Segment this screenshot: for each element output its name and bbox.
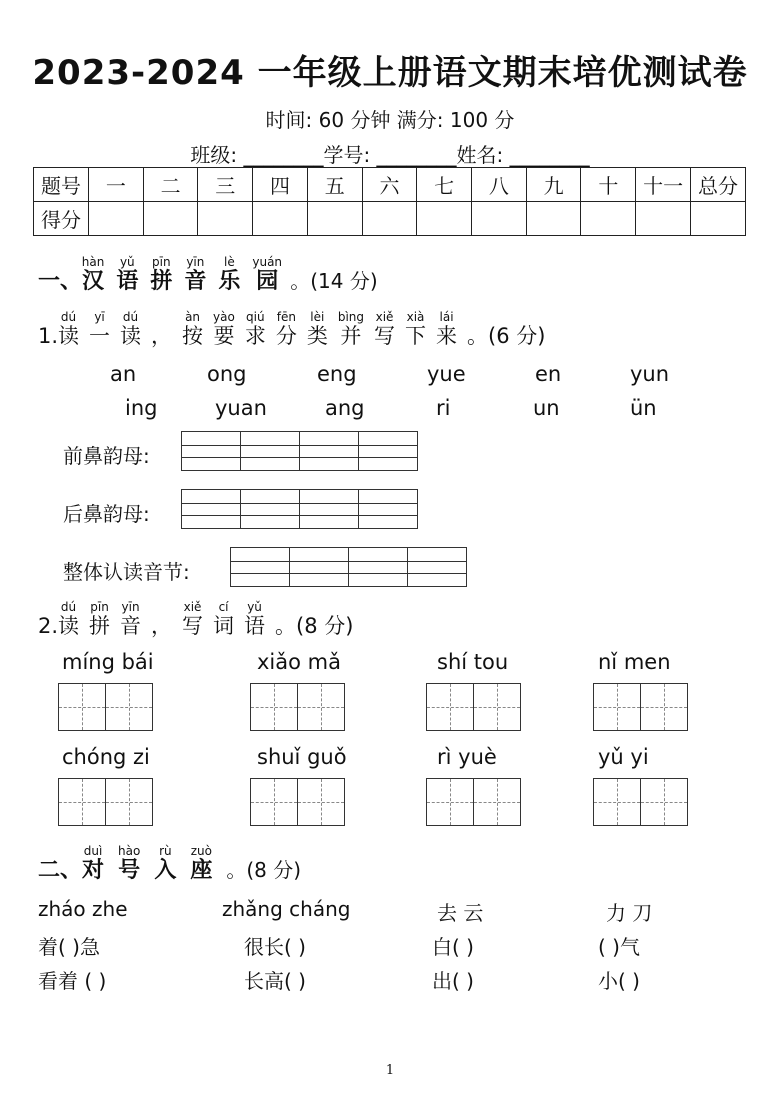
pinyin: pīn: [89, 600, 111, 614]
question-2-score: 。(8 分): [275, 614, 354, 638]
score-cell[interactable]: [143, 202, 198, 236]
pinyin-annotated-char: [150, 255, 173, 294]
character: 园: [252, 269, 283, 294]
match-blank[interactable]: 出( ): [432, 969, 474, 993]
pinyin: yào: [213, 310, 235, 324]
character: 并: [337, 324, 365, 348]
pinyin-annotated-char: [120, 600, 142, 638]
section-1-number: 一、: [38, 269, 83, 294]
character: 入: [154, 858, 177, 883]
character: 号: [118, 858, 141, 883]
section-2-number: 二、: [38, 858, 83, 883]
pinyin-annotated-char: [244, 310, 266, 348]
pinyin-annotated-char: [405, 310, 427, 348]
pinyin-item: yun: [630, 362, 670, 386]
score-cell[interactable]: [198, 202, 253, 236]
word-pinyin: shí tou: [437, 650, 509, 674]
pinyin: hàn: [81, 255, 105, 269]
match-blank[interactable]: 看着 ( ): [38, 969, 107, 993]
label-whole-syllables: 整体认读音节:: [63, 560, 190, 584]
pinyin-annotated-char: [436, 310, 458, 348]
character: 音: [120, 614, 142, 638]
question-2-heading: [38, 601, 353, 640]
match-blank[interactable]: 着( )急: [38, 935, 100, 959]
pinyin-annotated-char: [184, 255, 207, 294]
pinyin-annotated-char: [337, 310, 365, 348]
pinyin-annotated-char: [82, 844, 105, 883]
pinyin: yǔ: [116, 255, 139, 269]
word-pinyin: xiǎo mǎ: [257, 650, 341, 674]
section-2-score: 。(8 分): [226, 858, 302, 882]
pinyin-annotated-char: [213, 310, 235, 348]
pinyin-item: ri: [436, 396, 451, 420]
pinyin-annotated-char: [244, 600, 266, 638]
pinyin-annotated-char: [89, 600, 111, 638]
question-1-score: 。(6 分): [467, 324, 546, 348]
pinyin: yīn: [184, 255, 207, 269]
character: 一: [89, 324, 111, 348]
question-2-text: [58, 600, 275, 638]
character: 类: [306, 324, 328, 348]
label-back-nasal: 后鼻韵母:: [63, 502, 150, 526]
character: 分: [275, 324, 297, 348]
pinyin: yǔ: [244, 600, 266, 614]
pinyin: xià: [405, 310, 426, 324]
character: 汉: [81, 269, 105, 294]
score-row-label: 得分: [34, 202, 89, 236]
pinyin-item: ing: [125, 396, 158, 420]
match-header: 力 刀: [606, 901, 653, 925]
pinyin: qiú: [244, 310, 266, 324]
score-table-score-row: [34, 202, 746, 236]
score-cell[interactable]: [636, 202, 691, 236]
pinyin: zuò: [190, 844, 213, 858]
section-2-heading: [38, 845, 301, 884]
character: 读: [58, 614, 80, 638]
character: 写: [374, 324, 396, 348]
word-pinyin: nǐ men: [598, 650, 671, 674]
character: 写: [182, 614, 204, 638]
pinyin-annotated-char: [116, 255, 139, 294]
pinyin-annotated-char: [151, 614, 172, 638]
character: 词: [213, 614, 235, 638]
tian-grid-box[interactable]: [593, 778, 688, 826]
pinyin-annotated-char: [306, 310, 328, 348]
character: 语: [116, 269, 139, 294]
pinyin-item: eng: [317, 362, 357, 386]
score-table-header-cell: 三: [198, 168, 253, 202]
pinyin: cí: [213, 600, 235, 614]
pinyin: dú: [120, 310, 142, 324]
match-header: zhǎng cháng: [222, 897, 351, 921]
character: 拼: [89, 614, 111, 638]
match-blank[interactable]: ( )气: [598, 935, 640, 959]
character: 读: [58, 324, 80, 348]
pinyin: fēn: [275, 310, 297, 324]
page-number: 1: [385, 1063, 395, 1078]
question-1-number: 1.: [38, 324, 59, 348]
character: 语: [244, 614, 266, 638]
score-table-header-cell: 九: [526, 168, 581, 202]
pinyin-annotated-char: [213, 600, 235, 638]
student-info-line: 班级: ________学号: ________姓名: ________: [190, 143, 590, 167]
character: ，: [151, 324, 173, 348]
exam-time-score: 时间: 60 分钟 满分: 100 分: [265, 108, 515, 132]
score-table-header-cell: 七: [417, 168, 472, 202]
question-1-text: [58, 310, 467, 348]
pinyin: lè: [218, 255, 241, 269]
tian-grid-box[interactable]: [250, 778, 345, 826]
score-table: [33, 167, 746, 236]
character: ，: [151, 614, 173, 638]
character: 要: [213, 324, 235, 348]
character: 读: [120, 324, 142, 348]
pinyin-item: un: [533, 396, 560, 420]
question-2-number: 2.: [38, 614, 59, 638]
pinyin-annotated-char: [89, 310, 111, 348]
score-table-header-cell: 十: [581, 168, 636, 202]
pinyin: dú: [58, 310, 80, 324]
score-cell[interactable]: [417, 202, 472, 236]
character: 音: [184, 269, 207, 294]
pinyin: yī: [89, 310, 111, 324]
pinyin: lèi: [306, 310, 328, 324]
match-blank[interactable]: 很长( ): [244, 935, 306, 959]
tian-grid-box[interactable]: [593, 683, 688, 731]
character: 对: [82, 858, 105, 883]
writing-grid-back-nasal[interactable]: [181, 489, 418, 529]
pinyin-annotated-char: [120, 310, 142, 348]
match-header: zháo zhe: [38, 897, 128, 921]
character: 来: [436, 324, 458, 348]
score-table-header-cell: 十一: [636, 168, 691, 202]
word-pinyin: yǔ yi: [598, 745, 649, 769]
character: 乐: [218, 269, 241, 294]
pinyin: bìng: [337, 310, 365, 324]
word-pinyin: shuǐ guǒ: [257, 745, 347, 769]
match-header: 去 云: [437, 901, 484, 925]
score-table-header-cell: 五: [307, 168, 362, 202]
pinyin-annotated-char: [118, 844, 141, 883]
pinyin: yuán: [252, 255, 283, 269]
word-pinyin: rì yuè: [437, 745, 497, 769]
character: 求: [244, 324, 266, 348]
score-table-header-cell: 四: [253, 168, 308, 202]
score-table-header-row: [34, 168, 746, 202]
score-cell[interactable]: [89, 202, 144, 236]
pinyin-annotated-char: [154, 844, 177, 883]
tian-grid-box[interactable]: [426, 778, 521, 826]
character: 座: [190, 858, 213, 883]
label-front-nasal: 前鼻韵母:: [63, 444, 150, 468]
pinyin-annotated-char: [81, 255, 105, 294]
score-cell[interactable]: [581, 202, 636, 236]
score-cell[interactable]: [526, 202, 581, 236]
pinyin: xiě: [374, 310, 395, 324]
character: 按: [182, 324, 204, 348]
pinyin-annotated-char: [218, 255, 241, 294]
pinyin-annotated-char: [58, 310, 80, 348]
writing-grid-whole-syllables[interactable]: [230, 547, 467, 587]
pinyin-item: yue: [427, 362, 466, 386]
section-1-heading: [38, 256, 378, 295]
pinyin-item: an: [110, 362, 137, 386]
score-table-header-cell: 题号: [34, 168, 89, 202]
pinyin-annotated-char: [275, 310, 297, 348]
pinyin: dú: [58, 600, 80, 614]
word-pinyin: míng bái: [62, 650, 154, 674]
score-table-header-cell: 六: [362, 168, 417, 202]
pinyin: xiě: [182, 600, 204, 614]
pinyin-annotated-char: [151, 324, 172, 348]
pinyin-annotated-char: [374, 310, 396, 348]
tian-grid-box[interactable]: [250, 683, 345, 731]
pinyin: duì: [82, 844, 105, 858]
score-table-header-cell: 八: [472, 168, 527, 202]
section-1-title: [81, 255, 290, 294]
pinyin-item: ang: [325, 396, 365, 420]
tian-grid-box[interactable]: [426, 683, 521, 731]
pinyin-item: en: [535, 362, 562, 386]
pinyin: pīn: [150, 255, 173, 269]
score-table-header-cell: 总分: [691, 168, 746, 202]
pinyin: lái: [436, 310, 458, 324]
tian-grid-box[interactable]: [58, 683, 153, 731]
tian-grid-box[interactable]: [58, 778, 153, 826]
pinyin: yīn: [120, 600, 142, 614]
page-title: 2023-2024 一年级上册语文期末培优测试卷: [32, 53, 748, 93]
pinyin-item: ong: [207, 362, 247, 386]
match-blank[interactable]: 长高( ): [244, 969, 306, 993]
pinyin-annotated-char: [190, 844, 213, 883]
pinyin-annotated-char: [252, 255, 283, 294]
character: 下: [405, 324, 427, 348]
question-1-heading: [38, 311, 545, 350]
pinyin: rù: [154, 844, 177, 858]
pinyin-item: yuan: [215, 396, 267, 420]
match-blank[interactable]: 小( ): [598, 969, 640, 993]
score-cell[interactable]: [691, 202, 746, 236]
writing-grid-front-nasal[interactable]: [181, 431, 418, 471]
section-1-score: 。(14 分): [290, 269, 378, 293]
score-table-header-cell: 一: [89, 168, 144, 202]
pinyin-annotated-char: [58, 600, 80, 638]
pinyin: àn: [182, 310, 204, 324]
score-cell[interactable]: [307, 202, 362, 236]
match-blank[interactable]: 白( ): [432, 935, 474, 959]
score-cell[interactable]: [253, 202, 308, 236]
pinyin: hào: [118, 844, 141, 858]
pinyin-item: ün: [630, 396, 657, 420]
pinyin-annotated-char: [182, 310, 204, 348]
section-2-title: [82, 844, 226, 883]
score-cell[interactable]: [472, 202, 527, 236]
character: 拼: [150, 269, 173, 294]
score-cell[interactable]: [362, 202, 417, 236]
score-table-header-cell: 二: [143, 168, 198, 202]
pinyin-annotated-char: [182, 600, 204, 638]
word-pinyin: chóng zi: [62, 745, 150, 769]
